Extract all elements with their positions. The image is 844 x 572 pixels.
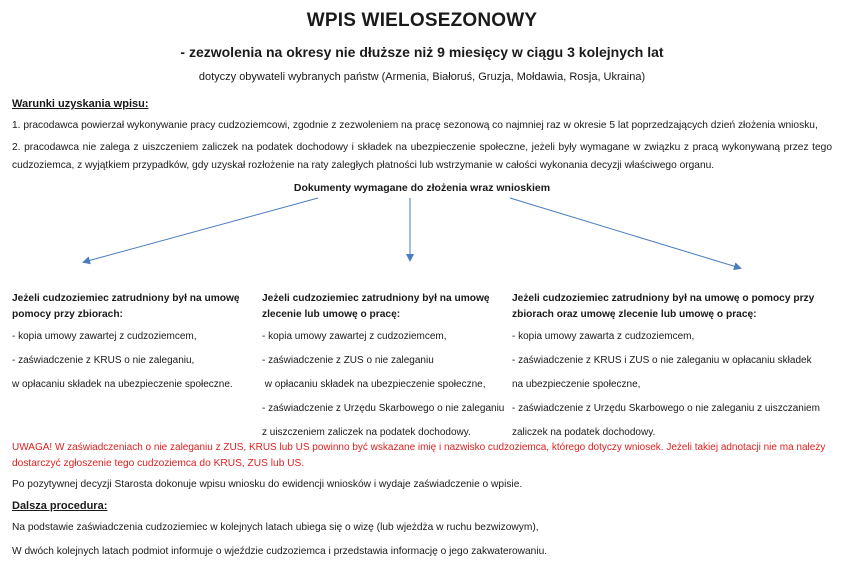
- column-heading-line: Jeżeli cudzoziemiec zatrudniony był na umowę: [262, 293, 490, 304]
- page-subtitle: - zezwolenia na okresy nie dłuższe niż 9 miesięcy w ciągu 3 kolejnych lat: [180, 44, 664, 60]
- column-line: na ubezpieczenie społeczne,: [512, 379, 641, 390]
- column-heading-line: Jeżeli cudzoziemiec zatrudniony był na umowę: [12, 293, 240, 304]
- column-line: w opłacaniu składek na ubezpieczenie społeczne.: [12, 379, 233, 390]
- column-line: - zaświadczenie z Urzędu Skarbowego o nie zaleganiu z uiszczaniem: [512, 403, 820, 414]
- arrow-right: [510, 198, 740, 268]
- column-harvest-help: [12, 291, 252, 397]
- column-line: - kopia umowy zawartej z cudzoziemcem,: [12, 331, 197, 342]
- column-line: - kopia umowy zawarta z cudzoziemcem,: [512, 331, 695, 342]
- column-mandate-contract: [262, 291, 507, 445]
- warning-note: [12, 440, 842, 472]
- column-combined: [512, 291, 834, 445]
- procedure-item-2: W dwóch kolejnych latach podmiot informuje o wjeździe cudzoziemca i przedstawia informację o jego zakwaterowaniu.: [12, 546, 548, 557]
- column-line: z uiszczeniem zaliczek na podatek dochodowy.: [262, 427, 471, 438]
- column-line: - zaświadczenie z ZUS o nie zaleganiu: [262, 355, 434, 366]
- page-title: WPIS WIELOSEZONOWY: [306, 10, 538, 31]
- column-line: - kopia umowy zawartej z cudzoziemcem,: [262, 331, 447, 342]
- warning-line: dostarczyć zgłoszenie tego cudzoziemca do KRUS, ZUS lub US.: [12, 458, 305, 469]
- conditions-heading: Warunki uzyskania wpisu:: [12, 98, 149, 110]
- column-line: zaliczek na podatek dochodowy.: [512, 427, 656, 438]
- condition-item-1: 1. pracodawca powierzał wykonywanie pracy cudzoziemcowi, zgodnie z zezwoleniem na pracę sezonową co najmniej raz w okresie 5 lat poprzedzających dzień złożenia wniosku,: [12, 120, 818, 131]
- procedure-item-1: Na podstawie zaświadczenia cudzoziemiec w kolejnych latach ubiega się o wizę (lub wjeżdża w ruchu bezwizowym),: [12, 522, 539, 533]
- column-line: w opłacaniu składek na ubezpieczenie społeczne,: [262, 379, 486, 390]
- arrow-left: [84, 198, 318, 262]
- column-line: - zaświadczenie z KRUS i ZUS o nie zaleganiu w opłacaniu składek: [512, 355, 812, 366]
- documents-heading: Dokumenty wymagane do złożenia wraz wnioskiem: [293, 182, 551, 194]
- procedure-heading: Dalsza procedura:: [12, 500, 108, 512]
- column-heading-line: zbiorach oraz umowę zlecenie lub umowę o pracę:: [512, 309, 757, 320]
- countries-note: dotyczy obywateli wybranych państw (Armenia, Białoruś, Gruzja, Mołdawia, Rosja, Ukraina): [198, 71, 646, 83]
- column-line: - zaświadczenie z KRUS o nie zaleganiu,: [12, 355, 195, 366]
- decision-text: Po pozytywnej decyzji Starosta dokonuje wpisu wniosku do ewidencji wniosków i wydaje zaświadczenie o wpisie.: [12, 479, 523, 490]
- column-line: - zaświadczenie z Urzędu Skarbowego o nie zaleganiu: [262, 403, 505, 414]
- condition-item-2: 2. pracodawca nie zalega z uiszczeniem zaliczek na podatek dochodowy i składek na ubezpieczenie społeczne, jeżeli były wymagane w związku z pracą wykonywaną przez tego cudzoziemca, z wyjątkiem przypadków, gdy uzyskał rozłożenie na raty zaległych płatności lub wstrzymanie w całości wykonania decyzji właściwego organu.: [12, 142, 832, 171]
- column-heading-line: pomocy przy zbiorach:: [12, 309, 123, 320]
- warning-line: UWAGA! W zaświadczeniach o nie zaleganiu z ZUS, KRUS lub US powinno być wskazane imię i nazwisko cudzoziemca, którego dotyczy wniosek. Jeżeli takiej adnotacji nie ma należy: [12, 442, 826, 453]
- column-heading-line: Jeżeli cudzoziemiec zatrudniony był na umowę o pomocy przy: [512, 293, 815, 304]
- column-heading-line: zlecenie lub umowę o pracę:: [262, 309, 401, 320]
